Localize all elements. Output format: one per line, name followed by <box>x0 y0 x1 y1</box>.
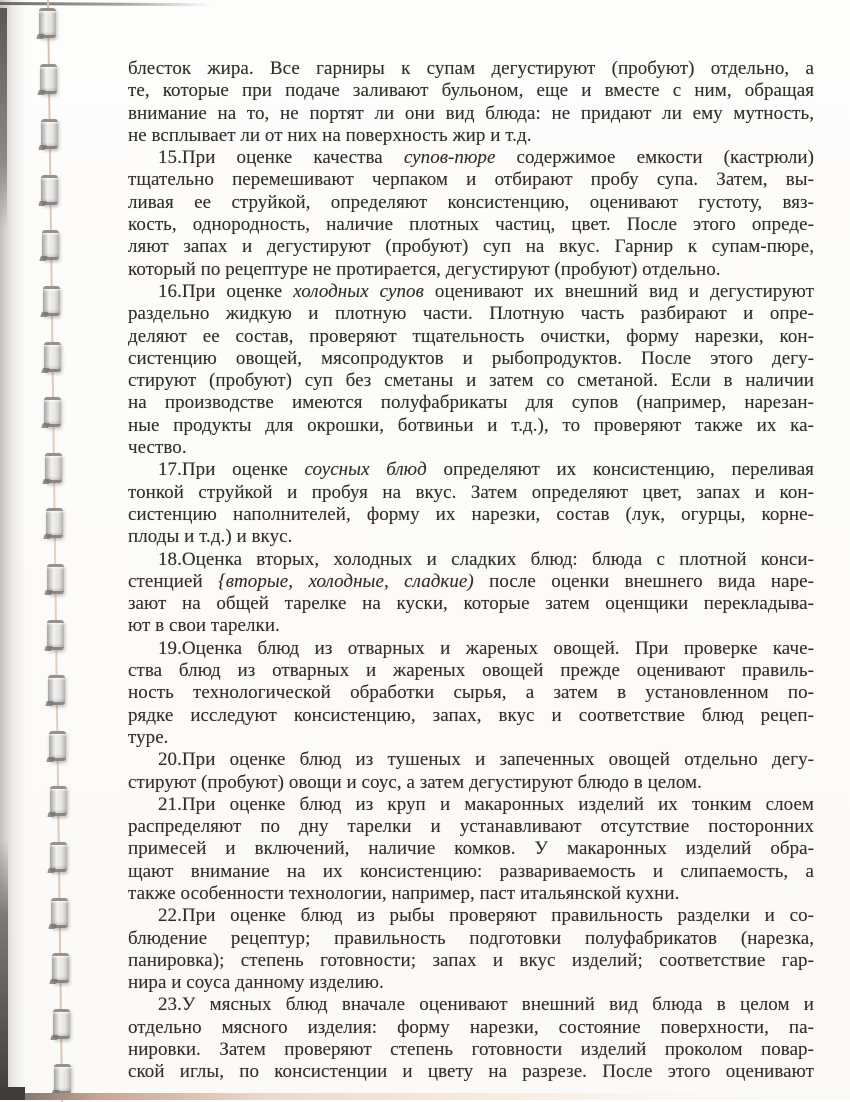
text-segment: 20.При оценке блюд из тушеных и запеченных овощей отдельно дегу- <box>158 749 814 771</box>
text-segment: тщательно перемешивают черпаком и отбирают пробу супа. Затем, вы- <box>128 169 814 191</box>
text-segment: также особенности технологии, например, паст итальянской кухни. <box>128 882 680 904</box>
text-line <box>128 794 814 816</box>
binding-coil <box>40 64 57 94</box>
paragraph <box>128 994 814 1083</box>
paragraph <box>128 147 814 281</box>
text-segment: те, которые при подаче заливают бульоном, еще и вместе с ним, обращая <box>128 80 814 102</box>
text-line <box>128 1039 814 1061</box>
binding-coil <box>41 175 58 205</box>
text-line <box>128 950 814 972</box>
text-line <box>128 192 814 214</box>
scan-bottom-edge-line <box>0 1093 832 1100</box>
text-segment: нира и соуса данному изделию. <box>128 972 384 994</box>
text-line <box>128 994 814 1016</box>
text-segment: систенцию наполнителей, форму их нарезки, состав (лук, огурцы, корне- <box>128 503 814 525</box>
text-segment: ства блюд из отварных и жареных овощей прежде оценивают правиль- <box>128 660 814 682</box>
binding-coil <box>54 1064 71 1094</box>
italic-phrase: {вторые, холодные, сладкие) <box>218 570 474 592</box>
binding-coil <box>52 953 69 983</box>
text-segment: примесей и включений, наличие комков. У макаронных изделий обра- <box>128 838 814 860</box>
paragraph <box>128 549 814 638</box>
text-segment: оценивают их внешний вид и дегустируют <box>423 280 814 302</box>
text-line <box>128 415 814 437</box>
text-segment: стируют (пробуют) овощи и соус, а затем дегустируют блюдо в целом. <box>128 771 702 793</box>
scan-edge-top-left <box>0 8 7 228</box>
text-line <box>128 392 814 414</box>
text-segment: после оценки внешнего вида наре- <box>473 570 814 592</box>
text-line <box>128 326 814 348</box>
binding-coil <box>50 842 67 872</box>
text-line <box>128 705 814 727</box>
text-line <box>128 682 814 704</box>
text-segment: рядке исследуют консистенцию, запах, вкус и соответствие блюд рецеп- <box>128 704 814 726</box>
text-line <box>128 571 814 593</box>
text-line <box>128 504 814 526</box>
text-segment: туре. <box>128 726 169 748</box>
text-line <box>128 125 814 147</box>
text-segment: чество. <box>128 437 187 459</box>
text-line <box>128 147 814 169</box>
text-segment: систенцию овощей, мясопродуктов и рыбопродуктов. После этого дегу- <box>128 347 814 369</box>
text-line <box>128 437 814 459</box>
text-segment: ской иглы, по консистенции и цвету на разрезе. После этого оценивают <box>128 1061 814 1083</box>
page-text <box>128 58 814 1084</box>
binding-coil <box>49 731 66 761</box>
text-segment: ные продукты для окрошки, ботвиньи и т.д.), то проверяют также их ка- <box>128 414 814 436</box>
binding-coil <box>45 453 62 483</box>
text-segment: стенцией <box>128 570 219 592</box>
text-segment: 15.При оценке качества <box>158 147 404 169</box>
binding-coil <box>53 1009 70 1039</box>
text-line <box>128 459 814 481</box>
text-segment: 22.При оценке блюд из рыбы проверяют правильность разделки и со- <box>158 905 814 927</box>
text-line <box>128 905 814 927</box>
binding-coil <box>39 8 56 38</box>
text-line <box>128 482 814 504</box>
text-segment: 23.У мясных блюд вначале оценивают внешний вид блюда в целом и <box>158 994 814 1016</box>
text-line <box>128 772 814 794</box>
text-segment: ность технологической обработки сырья, а затем в установленном по- <box>128 682 814 704</box>
binding-coil <box>43 286 60 316</box>
text-line <box>128 549 814 571</box>
text-segment: щают внимание на их консистенцию: развариваемость и слипаемость, а <box>128 860 814 882</box>
italic-phrase: соусных блюд <box>304 459 427 481</box>
binding-coil <box>50 786 67 816</box>
binding-coil <box>42 230 59 260</box>
text-segment: не всплывает ли от них на поверхность жир и т.д. <box>128 124 532 146</box>
text-segment: определяют их консистенцию, переливая <box>426 459 814 481</box>
binding-coil <box>44 397 61 427</box>
text-line <box>128 303 814 325</box>
text-segment: кость, однородность, наличие плотных частиц, цвет. После этого опреде- <box>128 214 814 236</box>
text-line <box>128 615 814 637</box>
text-line <box>128 169 814 191</box>
text-line <box>128 749 814 771</box>
text-segment: 16.При оценке <box>158 280 294 302</box>
text-line <box>128 660 814 682</box>
text-line <box>128 638 814 660</box>
paragraph <box>128 749 814 794</box>
text-segment: ляют запах и дегустируют (пробуют) суп на вкус. Гарнир к супам-пюре, <box>128 236 814 258</box>
binding-coil <box>47 620 64 650</box>
text-line <box>128 348 814 370</box>
text-line <box>128 526 814 548</box>
italic-phrase: супов-пюре <box>403 147 496 169</box>
text-segment: ливая ее струйкой, определяют консистенцию, оценивают густоту, вяз- <box>128 191 814 213</box>
text-line <box>128 80 814 102</box>
text-line <box>128 816 814 838</box>
text-line <box>128 259 814 281</box>
binding-coil <box>48 675 65 705</box>
paragraph <box>128 638 814 749</box>
text-segment: 17.При оценке <box>158 459 305 481</box>
text-segment: содержимое емкости (кастрюли) <box>495 147 814 169</box>
text-segment: зают на общей тарелке на куски, которые затем оценщики перекладыва- <box>128 593 814 615</box>
text-line <box>128 1061 814 1083</box>
binding-coil <box>47 564 64 594</box>
text-segment: блесток жира. Все гарниры к супам дегустируют (пробуют) отдельно, а <box>128 58 814 79</box>
text-segment: панировка); степень готовности; запах и вкус изделий; соответствие гар- <box>128 949 814 971</box>
text-line <box>128 103 814 125</box>
text-segment: 18.Оценка вторых, холодных и сладких блюд: блюда с плотной конси- <box>158 548 814 570</box>
scan-edge-bottom-left <box>0 840 8 1100</box>
text-line <box>128 593 814 615</box>
scan-top-edge-line <box>0 2 212 6</box>
text-segment: который по рецептуре не протирается, дегустируют (пробуют) отдельно. <box>128 258 721 280</box>
text-segment: внимание на то, не портят ли они вид блюда: не придают ли ему мутность, <box>128 102 814 124</box>
text-line <box>128 928 814 950</box>
paragraph <box>128 794 814 905</box>
text-line <box>128 1017 814 1039</box>
binding-thread <box>47 0 63 1102</box>
text-segment: раздельно жидкую и плотную части. Плотную часть разбирают и опре- <box>128 303 814 325</box>
text-segment: деляют ее состав, проверяют тщательность очистки, форму нарезки, кон- <box>128 325 814 347</box>
text-line <box>128 370 814 392</box>
text-line <box>128 861 814 883</box>
paragraph <box>128 58 814 147</box>
text-line <box>128 281 814 303</box>
text-segment: тонкой струйкой и пробуя на вкус. Затем определяют цвет, запах и кон- <box>128 481 814 503</box>
text-line <box>128 838 814 860</box>
binding-coil <box>41 119 58 149</box>
text-segment: на производстве имеются полуфабрикаты для супов (например, нарезан- <box>128 392 814 414</box>
paragraph <box>128 905 814 994</box>
text-segment: 19.Оценка блюд из отварных и жареных овощей. При проверке каче- <box>158 637 814 659</box>
binding-coil <box>46 508 63 538</box>
text-line <box>128 58 814 80</box>
text-segment: отдельно мясного изделия: форму нарезки, состояние поверхности, па- <box>128 1016 814 1038</box>
text-segment: блюдение рецептур; правильность подготовки полуфабрикатов (нарезка, <box>128 927 814 949</box>
text-segment: нировки. Затем проверяют степень готовности изделий проколом повар- <box>128 1039 814 1061</box>
text-line <box>128 727 814 749</box>
text-segment: распределяют по дну тарелки и устанавливают отсутствие посторонних <box>128 816 814 838</box>
text-line <box>128 236 814 258</box>
text-segment: 21.При оценке блюд из круп и макаронных изделий их тонким слоем <box>158 793 814 815</box>
text-line <box>128 883 814 905</box>
text-line <box>128 214 814 236</box>
binding-coil <box>51 898 68 928</box>
binding-coil <box>44 342 61 372</box>
text-segment: ют в свои тарелки. <box>128 615 280 637</box>
italic-phrase: холодных супов <box>293 280 424 302</box>
paragraph <box>128 281 814 459</box>
text-segment: плоды и т.д.) и вкус. <box>128 526 293 548</box>
scan-corner-dark <box>0 1087 25 1100</box>
paragraph <box>128 459 814 548</box>
text-line <box>128 972 814 994</box>
text-segment: стируют (пробуют) суп без сметаны и затем со сметаной. Если в наличии <box>128 370 814 392</box>
